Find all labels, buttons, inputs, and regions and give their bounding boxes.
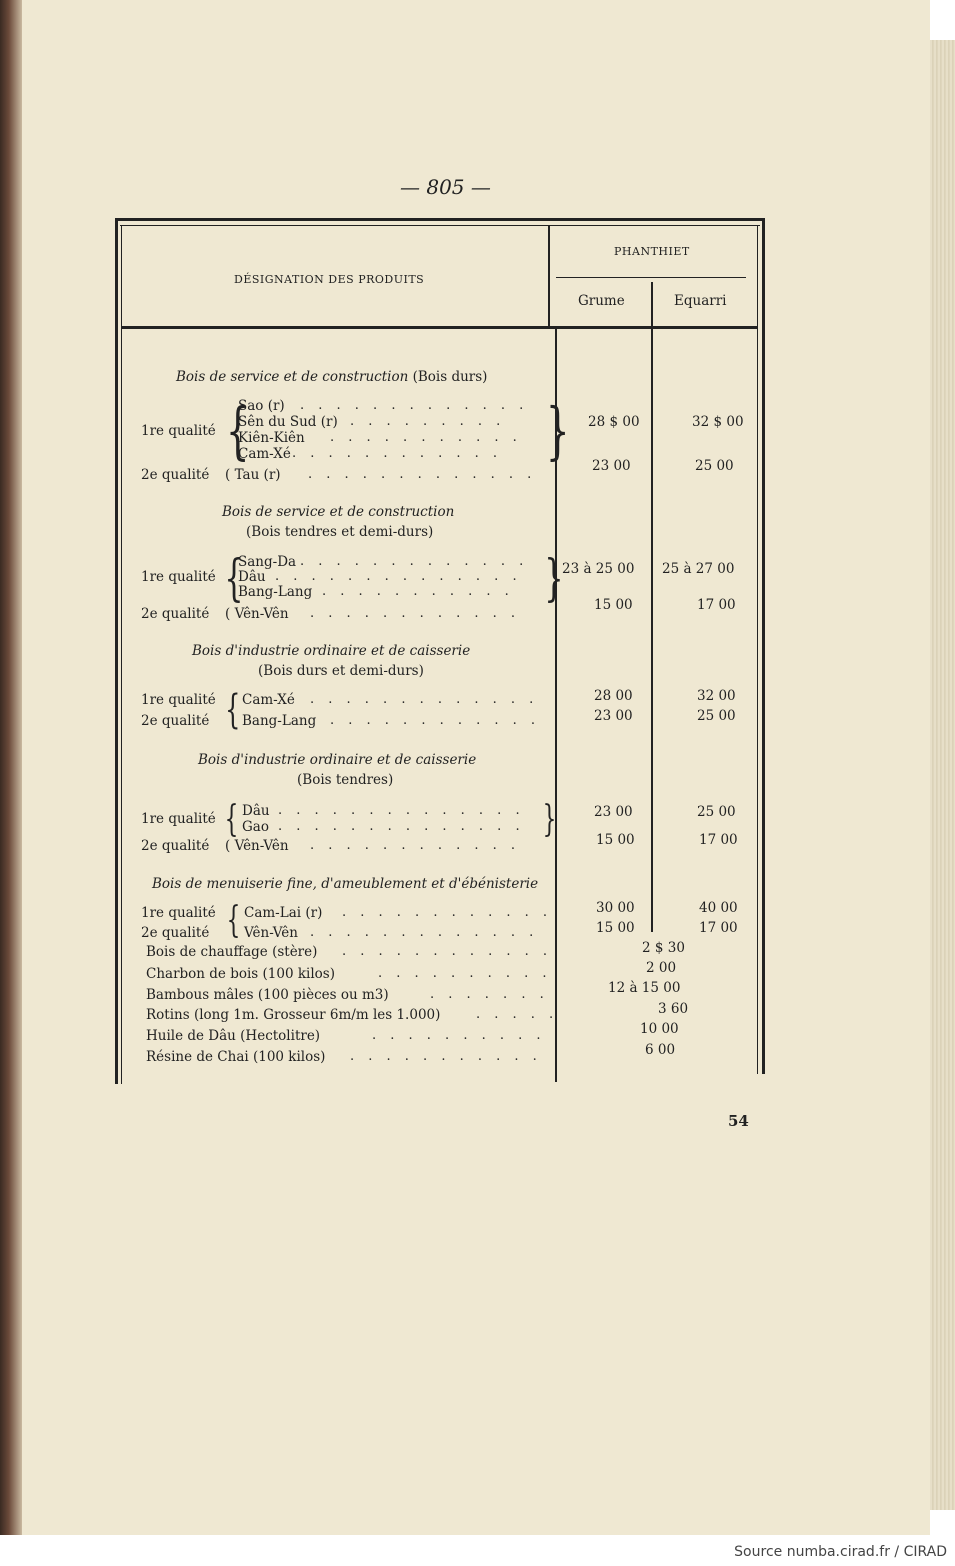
header-equarri: Equarri <box>674 293 727 309</box>
source-credit: Source numba.cirad.fr / CIRAD <box>734 1544 947 1560</box>
s2-q1-grume: 23 à 25 00 <box>562 561 635 577</box>
page-number: — 805 — <box>400 175 491 199</box>
page-edges <box>930 40 955 1510</box>
header-region: PHANTHIET <box>614 245 690 258</box>
s1-q1-equarri: 32 $ 00 <box>692 414 744 430</box>
s4-right-brace: } <box>542 799 557 840</box>
s1-left-brace: { <box>225 394 250 467</box>
leader-dots: . . . . . . . <box>430 987 549 1002</box>
s4-q1-equarri: 25 00 <box>697 804 736 820</box>
s1-q1-grume: 28 $ 00 <box>588 414 640 430</box>
misc-label-3: Bambous mâles (100 pièces ou m3) <box>146 987 389 1003</box>
s1-item-1: Sao (r) <box>238 398 285 414</box>
table-right-border-inner <box>757 225 758 1074</box>
s4-title: Bois d'industrie ordinaire et de caisserie <box>198 752 477 768</box>
misc-value-2: 2 00 <box>646 960 677 976</box>
s5-title: Bois de menuiserie fine, d'ameublement et d'ébénisterie <box>152 876 539 892</box>
s2-subtitle: (Bois tendres et demi-durs) <box>246 524 434 540</box>
s4-subtitle: (Bois tendres) <box>297 772 394 788</box>
s2-q2-grume: 15 00 <box>594 597 633 613</box>
header-grume: Grume <box>578 293 625 309</box>
s3-q1-grume: 28 00 <box>594 688 633 704</box>
s1-q2-grume: 23 00 <box>592 458 631 474</box>
misc-label-4: Rotins (long 1m. Grosseur 6m/m les 1.000) <box>146 1007 441 1023</box>
s2-item-1: Sang-Da <box>238 554 297 570</box>
leader-dots: . . . . . . . . . . . . . <box>308 467 537 482</box>
table-left-border <box>115 218 118 1084</box>
s3-q2-label: 2e qualité <box>141 713 210 729</box>
s1-right-brace: } <box>545 394 570 467</box>
table-top-border-inner <box>120 225 760 226</box>
s4-q2-grume: 15 00 <box>596 832 635 848</box>
s3-q1-item: Cam-Xé <box>242 692 295 708</box>
s2-q2-item: ( Vên-Vên <box>225 606 289 622</box>
leader-dots: . . . . . . . . . . . . . . <box>275 569 522 584</box>
s1-item-3: Kiên-Kiên <box>238 430 305 446</box>
s2-q1-label: 1re qualité <box>141 569 216 585</box>
s1-title: Bois de service et de construction (Bois durs) <box>176 369 488 385</box>
leader-dots: . . . . . . . . . . <box>378 966 552 981</box>
s5-q1-grume: 30 00 <box>596 900 635 916</box>
s3-title: Bois d'industrie ordinaire et de caisserie <box>192 643 471 659</box>
s3-q1-equarri: 32 00 <box>697 688 736 704</box>
s3-brace: { <box>225 687 241 733</box>
s1-q1-label: 1re qualité <box>141 423 216 439</box>
s4-q2-equarri: 17 00 <box>699 832 738 848</box>
s2-item-2: Dâu <box>238 569 266 585</box>
s2-left-brace: { <box>224 549 244 607</box>
s1-item-4: Cam-Xé <box>238 446 291 462</box>
s2-q2-label: 2e qualité <box>141 606 210 622</box>
leader-dots: . . . . . . . . . . . . <box>342 944 553 959</box>
misc-value-5: 10 00 <box>640 1021 679 1037</box>
leader-dots: . . . . . . . . . . . . . <box>310 692 539 707</box>
s4-q1-grume: 23 00 <box>594 804 633 820</box>
s1-item-2: Sên du Sud (r) <box>238 414 338 430</box>
s1-q2-equarri: 25 00 <box>695 458 734 474</box>
leader-dots: . . . . . . . . . . . . <box>310 838 521 853</box>
misc-label-6: Résine de Chai (100 kilos) <box>146 1049 326 1065</box>
s2-right-brace: } <box>544 549 564 607</box>
s5-q1-item: Cam-Lai (r) <box>244 905 323 921</box>
leader-dots: . . . . . . . . . . . . . . <box>278 819 525 834</box>
s2-item-3: Bang-Lang <box>238 584 313 600</box>
header-rule <box>122 326 757 329</box>
misc-value-4: 3 60 <box>658 1001 689 1017</box>
column-divider-2 <box>651 282 653 932</box>
s2-q1-equarri: 25 à 27 00 <box>662 561 735 577</box>
s3-q2-equarri: 25 00 <box>697 708 736 724</box>
leader-dots: . . . . . . . . . . . . . . <box>278 803 525 818</box>
leader-dots: . . . . . . . . . . . <box>322 584 514 599</box>
s3-subtitle: (Bois durs et demi-durs) <box>258 663 424 679</box>
leader-dots: . . . . . . . . . . . . . <box>300 398 529 413</box>
s3-q2-item: Bang-Lang <box>242 713 317 729</box>
misc-value-1: 2 $ 30 <box>642 940 685 956</box>
leader-dots: . . . . . . . . . . . . <box>310 606 521 621</box>
leader-dots: . . . . . . . . . . . <box>350 1049 542 1064</box>
misc-label-1: Bois de chauffage (stère) <box>146 944 318 960</box>
s2-title: Bois de service et de construction <box>222 504 455 520</box>
leader-dots: . . . . . . . . . . . <box>330 430 522 445</box>
leader-dots: . . . . . <box>476 1007 559 1022</box>
s1-q2-item: ( Tau (r) <box>225 467 281 483</box>
s4-item-1: Dâu <box>242 803 270 819</box>
misc-label-5: Huile de Dâu (Hectolitre) <box>146 1028 321 1044</box>
s4-q1-label: 1re qualité <box>141 811 216 827</box>
s5-q1-equarri: 40 00 <box>699 900 738 916</box>
s4-left-brace: { <box>224 799 239 840</box>
s5-q1-label: 1re qualité <box>141 905 216 921</box>
leader-dots: . . . . . . . . . . . . . <box>310 925 539 940</box>
header-designation: DÉSIGNATION DES PRODUITS <box>234 273 425 286</box>
leader-dots: . . . . . . . . . <box>350 414 506 429</box>
misc-label-2: Charbon de bois (100 kilos) <box>146 966 335 982</box>
s4-item-2: Gao <box>242 819 269 835</box>
leader-dots: . . . . . . . . . . . . <box>342 905 553 920</box>
table-top-border <box>115 218 765 221</box>
misc-value-3: 12 à 15 00 <box>608 980 681 996</box>
s2-q2-equarri: 17 00 <box>697 597 736 613</box>
s5-q2-label: 2e qualité <box>141 925 210 941</box>
leader-dots: . . . . . . . . . . <box>372 1028 546 1043</box>
region-brace-rule <box>556 277 746 278</box>
leader-dots: . . . . . . . . . . . . . <box>300 554 529 569</box>
column-divider-1 <box>548 225 550 329</box>
leader-dots: . . . . . . . . . . . . <box>330 713 541 728</box>
s3-q2-grume: 23 00 <box>594 708 633 724</box>
s3-q1-label: 1re qualité <box>141 692 216 708</box>
s4-q2-item: ( Vên-Vên <box>225 838 289 854</box>
footer-number: 54 <box>728 1112 749 1130</box>
s5-q2-equarri: 17 00 <box>699 920 738 936</box>
table-right-border <box>762 218 765 1074</box>
s5-q2-grume: 15 00 <box>596 920 635 936</box>
book-spine <box>0 0 22 1535</box>
s5-q2-item: Vên-Vên <box>244 925 298 941</box>
s5-brace: { <box>226 900 241 941</box>
table-left-border-inner <box>121 225 122 1084</box>
leader-dots: . . . . . . . . . . . . <box>292 446 503 461</box>
s4-q2-label: 2e qualité <box>141 838 210 854</box>
s1-q2-label: 2e qualité <box>141 467 210 483</box>
misc-value-6: 6 00 <box>645 1042 676 1058</box>
